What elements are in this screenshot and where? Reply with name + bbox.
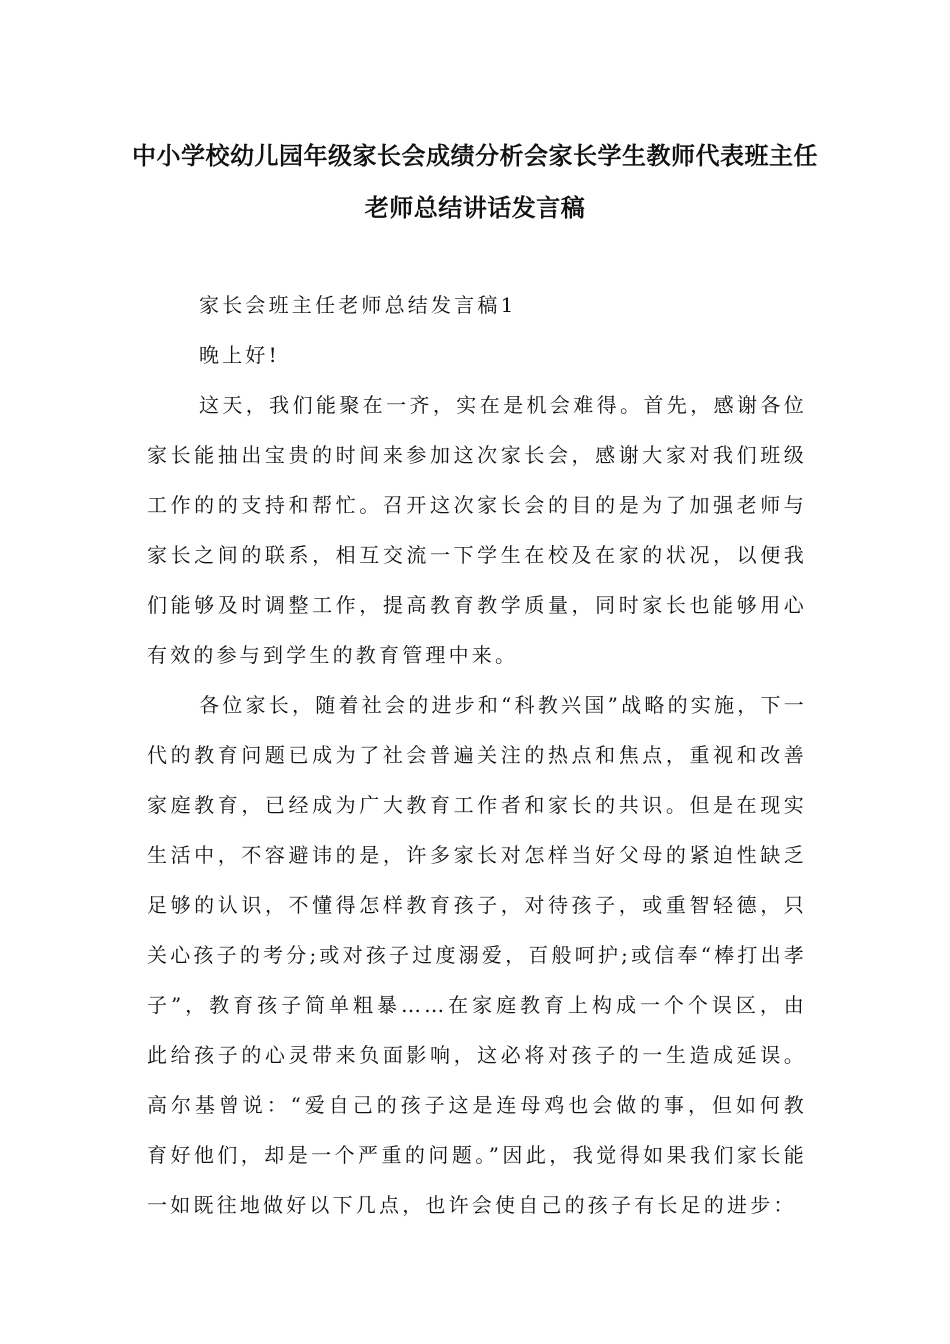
greeting-paragraph: 晚上好! xyxy=(199,343,280,367)
document-body xyxy=(147,280,807,1230)
body-paragraph: 各位家长，随着社会的进步和“科教兴国”战略的实施，下一代的教育问题已成为了社会普遍关注的热点和焦点，重视和改善家庭教育，已经成为广大教育工作者和家长的共识。但是在现实生活中，不容避讳的是，许多家长对怎样当好父母的紧迫性缺乏足够的认识，不懂得怎样教育孩子，对待孩子，或重智轻德，只关心孩子的考分;或对孩子过度溺爱，百般呵护;或信奉“棒打出孝子”，教育孩子简单粗暴……在家庭教育上构成一个个误区，由此给孩子的心灵带来负面影响，这必将对孩子的一生造成延误。高尔基曾说：“爱自己的孩子这是连母鸡也会做的事，但如何教育好他们，却是一个严重的问题。”因此，我觉得如果我们家长能一如既往地做好以下几点，也许会使自己的孩子有长足的进步： xyxy=(147,693,807,1217)
document-title: 中小学校幼儿园年级家长会成绩分析会家长学生教师代表班主任老师总结讲话发言稿 xyxy=(132,142,818,222)
section-heading: 家长会班主任老师总结发言稿1 xyxy=(199,293,517,317)
body-paragraph: 这天，我们能聚在一齐，实在是机会难得。首先，感谢各位家长能抽出宝贵的时间来参加这次家长会，感谢大家对我们班级工作的的支持和帮忙。召开这次家长会的目的是为了加强老师与家长之间的联系，相互交流一下学生在校及在家的状况，以便我们能够及时调整工作，提高教育教学质量，同时家长也能够用心有效的参与到学生的教育管理中来。 xyxy=(147,393,807,667)
